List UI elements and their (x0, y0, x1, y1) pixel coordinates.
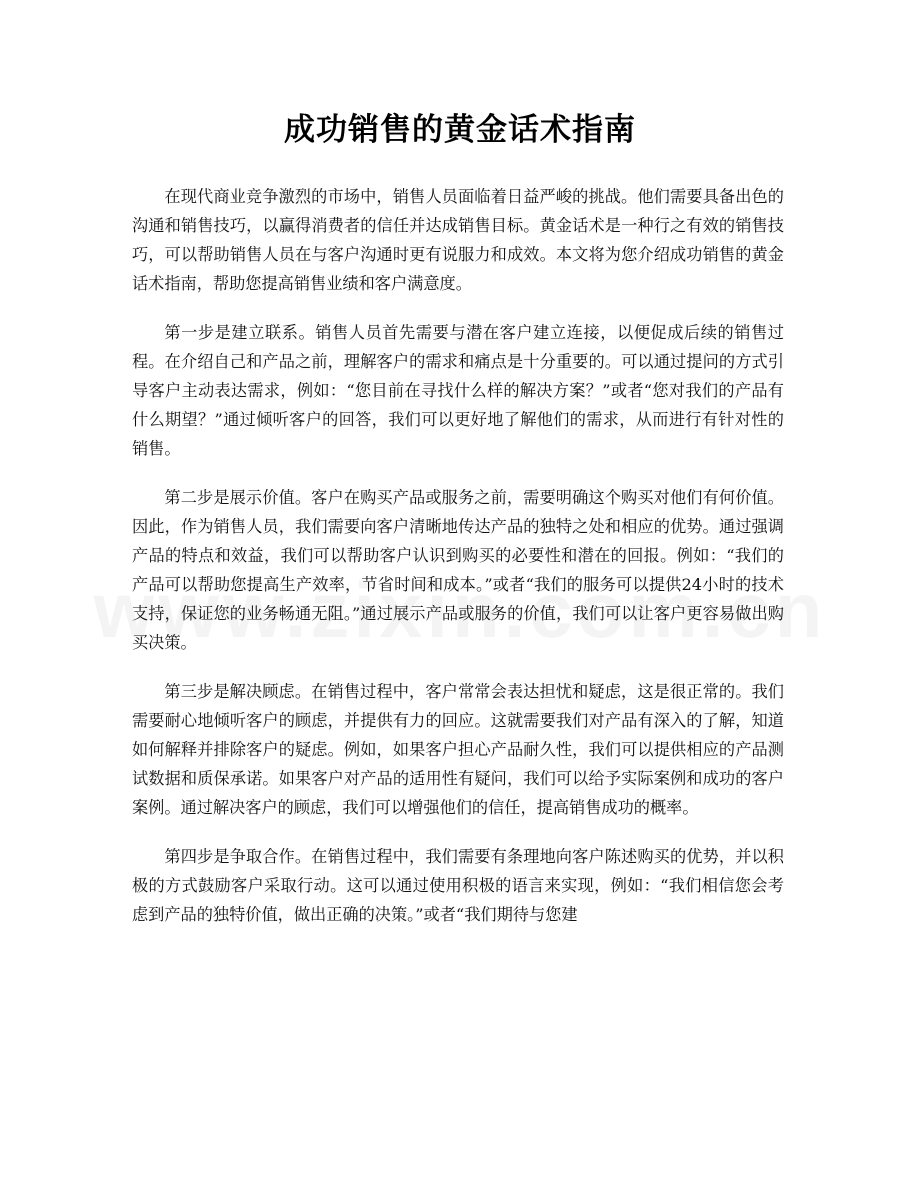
paragraph-step-1: 第一步是建立联系。销售人员首先需要与潜在客户建立连接，以便促成后续的销售过程。在介绍自己和产品之前，理解客户的需求和痛点是十分重要的。可以通过提问的方式引导客户主动表达需求，例如：“您目前在寻找什么样的解决方案？”或者“您对我们的产品有什么期望？”通过倾听客户的回答，我们可以更好地了解他们的需求，从而进行有针对性的销售。 (132, 323, 784, 458)
document-body (132, 182, 784, 949)
paragraph-intro: 在现代商业竞争激烈的市场中，销售人员面临着日益严峻的挑战。他们需要具备出色的沟通和销售技巧，以赢得消费者的信任并达成销售目标。黄金话术是一种行之有效的销售技巧，可以帮助销售人员在与客户沟通时更有说服力和成效。本文将为您介绍成功销售的黄金话术指南，帮助您提高销售业绩和客户满意度。 (132, 187, 784, 293)
document-title: 成功销售的黄金话术指南 (284, 112, 636, 148)
paragraph-step-2: 第二步是展示价值。客户在购买产品或服务之前，需要明确这个购买对他们有何价值。因此，作为销售人员，我们需要向客户清晰地传达产品的独特之处和相应的优势。通过强调产品的特点和效益，我们可以帮助客户认识到购买的必要性和潜在的回报。例如：“我们的产品可以帮助您提高生产效率，节省时间和成本。”或者“我们的服务可以提供24小时的技术支持，保证您的业务畅通无阻。”通过展示产品或服务的价值，我们可以让客户更容易做出购买决策。 (132, 488, 784, 652)
paragraph-step-4: 第四步是争取合作。在销售过程中，我们需要有条理地向客户陈述购买的优势，并以积极的方式鼓励客户采取行动。这可以通过使用积极的语言来实现，例如：“我们相信您会考虑到产品的独特价值，做出正确的决策。”或者“我们期待与您建 (132, 847, 784, 924)
paragraph-step-3: 第三步是解决顾虑。在销售过程中，客户常常会表达担忧和疑虑，这是很正常的。我们需要耐心地倾听客户的顾虑，并提供有力的回应。这就需要我们对产品有深入的了解，知道如何解释并排除客户的疑虑。例如，如果客户担心产品耐久性，我们可以提供相应的产品测试数据和质保承诺。如果客户对产品的适用性有疑问，我们可以给予实际案例和成功的客户案例。通过解决客户的顾虑，我们可以增强他们的信任，提高销售成功的概率。 (132, 682, 784, 817)
